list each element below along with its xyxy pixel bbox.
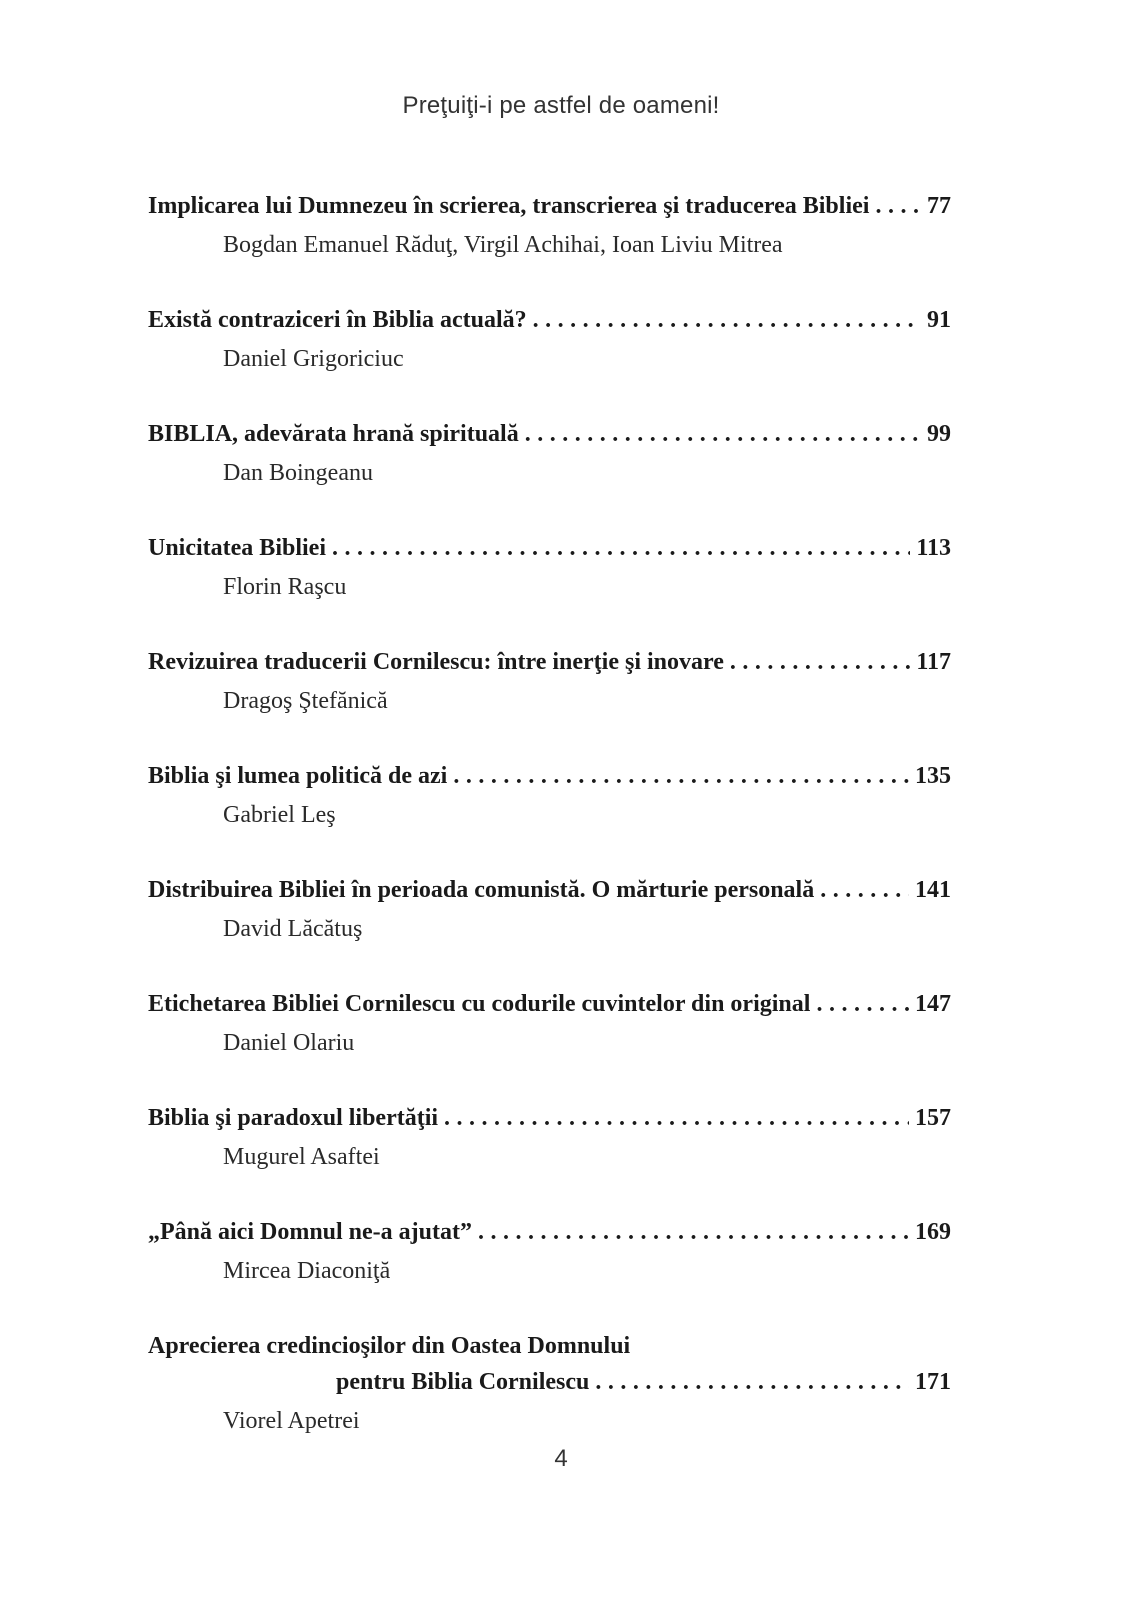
- toc-entry-title-line2: pentru Biblia Cornilescu: [336, 1369, 590, 1395]
- toc-page-number: 141: [915, 877, 951, 903]
- dot-leader: [595, 1369, 909, 1396]
- toc-title-line: [148, 991, 951, 1027]
- running-header: Preţuiţi-i pe astfel de oameni!: [402, 92, 720, 119]
- toc-title-line: [148, 877, 951, 913]
- toc-entry-title: Distribuirea Bibliei în perioada comunistă. O mărturie personală: [148, 877, 815, 903]
- toc-entry: [148, 763, 951, 877]
- dot-leader: [820, 877, 909, 904]
- toc-entry: [148, 1219, 951, 1333]
- toc-entry-author: Bogdan Emanuel Răduţ, Virgil Achihai, Ioan Liviu Mitrea: [223, 232, 783, 258]
- toc-title-line: [148, 649, 951, 685]
- toc-entry-author: Daniel Olariu: [223, 1030, 355, 1056]
- dot-leader: [730, 649, 910, 676]
- toc-title-line: [148, 1333, 951, 1369]
- page-number-footer: 4: [554, 1445, 568, 1472]
- toc-entry: [148, 535, 951, 649]
- toc-entry: [148, 421, 951, 535]
- toc-page-number: 77: [927, 193, 951, 219]
- dot-leader: [478, 1219, 909, 1246]
- toc-entry: [148, 307, 951, 421]
- toc-entry: [148, 991, 951, 1105]
- toc-entry-title: Unicitatea Bibliei: [148, 535, 326, 561]
- toc-title-line: [148, 763, 951, 799]
- toc-entry-title: Etichetarea Bibliei Cornilescu cu codurile cuvintelor din original: [148, 991, 811, 1017]
- toc-title-line: [148, 1105, 951, 1141]
- toc-entry-author: Viorel Apetrei: [223, 1408, 360, 1434]
- toc-entry-title: BIBLIA, adevărata hrană spirituală: [148, 421, 519, 447]
- toc-entry-author: David Lăcătuş: [223, 916, 363, 942]
- toc-entry-author: Daniel Grigoriciuc: [223, 346, 404, 372]
- toc-title-line: [148, 535, 951, 571]
- table-of-contents: [148, 193, 951, 1453]
- dot-leader: [525, 421, 921, 448]
- toc-entry-author: Dan Boingeanu: [223, 460, 373, 486]
- toc-title-line: [148, 1369, 951, 1405]
- toc-entry: [148, 1105, 951, 1219]
- toc-entry: [148, 193, 951, 307]
- toc-page-number: 91: [927, 307, 951, 333]
- toc-title-line: [148, 307, 951, 343]
- dot-leader: [875, 193, 921, 220]
- toc-page-number: 171: [915, 1369, 951, 1395]
- toc-page-number: 117: [916, 649, 951, 675]
- toc-page-number: 99: [927, 421, 951, 447]
- toc-title-line: [148, 421, 951, 457]
- toc-entry-author: Dragoş Ştefănică: [223, 688, 388, 714]
- toc-entry: [148, 1333, 951, 1453]
- toc-entry: [148, 649, 951, 763]
- toc-entry-title: Există contraziceri în Biblia actuală?: [148, 307, 527, 333]
- toc-entry-author: Gabriel Leş: [223, 802, 336, 828]
- toc-entry-title: Biblia şi lumea politică de azi: [148, 763, 448, 789]
- toc-entry-title: Revizuirea traducerii Cornilescu: între inerţie şi inovare: [148, 649, 724, 675]
- toc-entry-author: Mircea Diaconiţă: [223, 1258, 391, 1284]
- toc-entry-title: Biblia şi paradoxul libertăţii: [148, 1105, 439, 1131]
- toc-page-number: 169: [915, 1219, 951, 1245]
- dot-leader: [816, 991, 909, 1018]
- toc-entry-title-line1: Aprecierea credincioşilor din Oastea Domnului: [148, 1333, 631, 1359]
- toc-entry-title: Implicarea lui Dumnezeu în scrierea, transcrierea şi traducerea Bibliei: [148, 193, 870, 219]
- dot-leader: [533, 307, 921, 334]
- toc-page-number: 113: [916, 535, 951, 561]
- dot-leader: [453, 763, 909, 790]
- toc-entry-author: Florin Raşcu: [223, 574, 347, 600]
- dot-leader: [332, 535, 910, 562]
- toc-entry: [148, 877, 951, 991]
- toc-entry-author: Mugurel Asaftei: [223, 1144, 380, 1170]
- toc-title-line: [148, 193, 951, 229]
- dot-leader: [444, 1105, 909, 1132]
- toc-title-line: [148, 1219, 951, 1255]
- toc-page-number: 157: [915, 1105, 951, 1131]
- toc-page-number: 147: [915, 991, 951, 1017]
- toc-page-number: 135: [915, 763, 951, 789]
- toc-entry-title: „Până aici Domnul ne-a ajutat”: [148, 1219, 472, 1245]
